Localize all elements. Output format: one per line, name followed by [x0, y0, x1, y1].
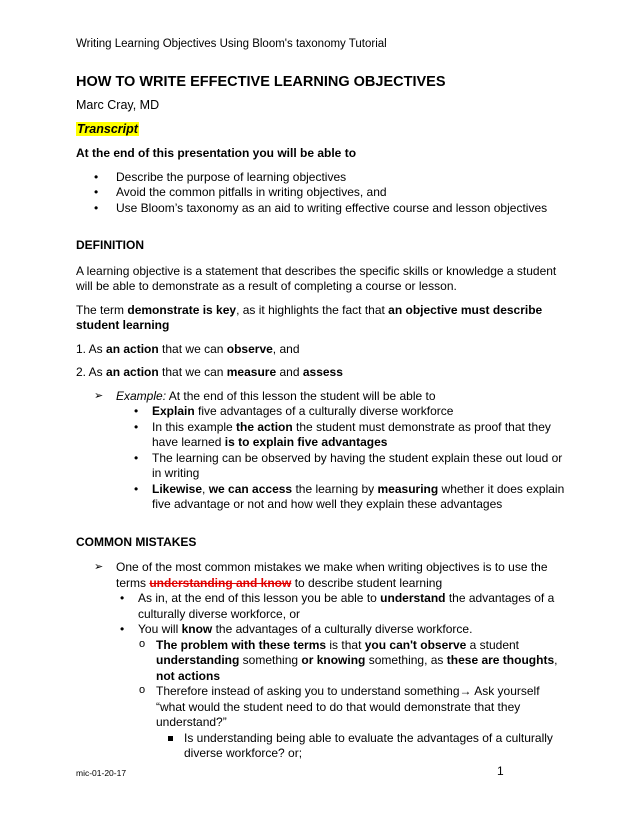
common-mistakes-heading: COMMON MISTAKES — [76, 534, 197, 549]
list-item: o The problem with these terms is that you can't observe a student understanding something or knowing something, as these are thoughts, not actions — [76, 638, 566, 685]
right-arrow-icon: → — [459, 684, 472, 698]
struck-terms: understanding and know — [149, 575, 292, 590]
list-item: • Likewise, we can access the learning by measuring whether it does explain five advantage or not and how well they explain these advantages — [76, 482, 566, 513]
page-number: 1 — [497, 764, 504, 778]
transcript-label: Transcript — [77, 122, 138, 136]
list-item: • In this example the action the student must demonstrate as proof that they have learned is to explain five advantages — [76, 420, 566, 451]
list-item: • Describe the purpose of learning objectives — [76, 170, 566, 186]
example-item: ➢ Example: At the end of this lesson the student will be able to — [94, 388, 436, 403]
intro-heading: At the end of this presentation you will be able to — [76, 146, 357, 160]
definition-paragraph: A learning objective is a statement that describes the specific skills or knowledge a student will be able to demonstrate as a result of completing a course or lesson. — [76, 263, 557, 293]
list-item: • Explain five advantages of a culturally diverse workforce — [76, 404, 566, 420]
author-name: Marc Cray, MD — [76, 98, 160, 112]
arrow-bullet-icon: ➢ — [94, 389, 104, 402]
numbered-point-1: 1. As an action that we can observe, and — [76, 341, 300, 356]
list-item: • Avoid the common pitfalls in writing objectives, and — [76, 185, 566, 201]
mistake-item: ➢ One of the most common mistakes we make when writing objectives is to use the terms understanding and know to describe student learning — [94, 560, 548, 590]
mistake-detail-list — [76, 638, 566, 731]
definition-heading: DEFINITION — [76, 238, 144, 252]
list-item: • You will know the advantages of a culturally diverse workforce. — [76, 622, 566, 638]
question-list — [76, 731, 566, 762]
demonstrate-paragraph: The term demonstrate is key, as it highlights the fact that an objective must describe student learning — [76, 302, 543, 332]
list-item: • The learning can be observed by having the student explain these out loud or in writing — [76, 451, 566, 482]
footer-code: mic-01-20-17 — [76, 768, 127, 778]
list-item: • Use Bloom’s taxonomy as an aid to writing effective course and lesson objectives — [76, 201, 566, 217]
intro-list — [76, 170, 566, 217]
list-item: o Therefore instead of asking you to understand something→ Ask yourself “what would the student need to do that would demonstrate that they understand?” — [76, 684, 566, 731]
list-item: Is understanding being able to evaluate the advantages of a culturally diverse workforce? or; — [76, 731, 566, 762]
document-body — [76, 146, 566, 762]
list-item: • As in, at the end of this lesson you be able to understand the advantages of a culturally diverse workforce, or — [76, 591, 566, 622]
arrow-bullet-icon: ➢ — [94, 561, 104, 573]
mistake-sub-list — [76, 591, 566, 638]
running-header: Writing Learning Objectives Using Bloom's taxonomy Tutorial — [76, 38, 387, 50]
numbered-point-2: 2. As an action that we can measure and assess — [76, 365, 343, 379]
example-sub-list — [76, 404, 566, 513]
document-title: HOW TO WRITE EFFECTIVE LEARNING OBJECTIVES — [76, 74, 446, 90]
